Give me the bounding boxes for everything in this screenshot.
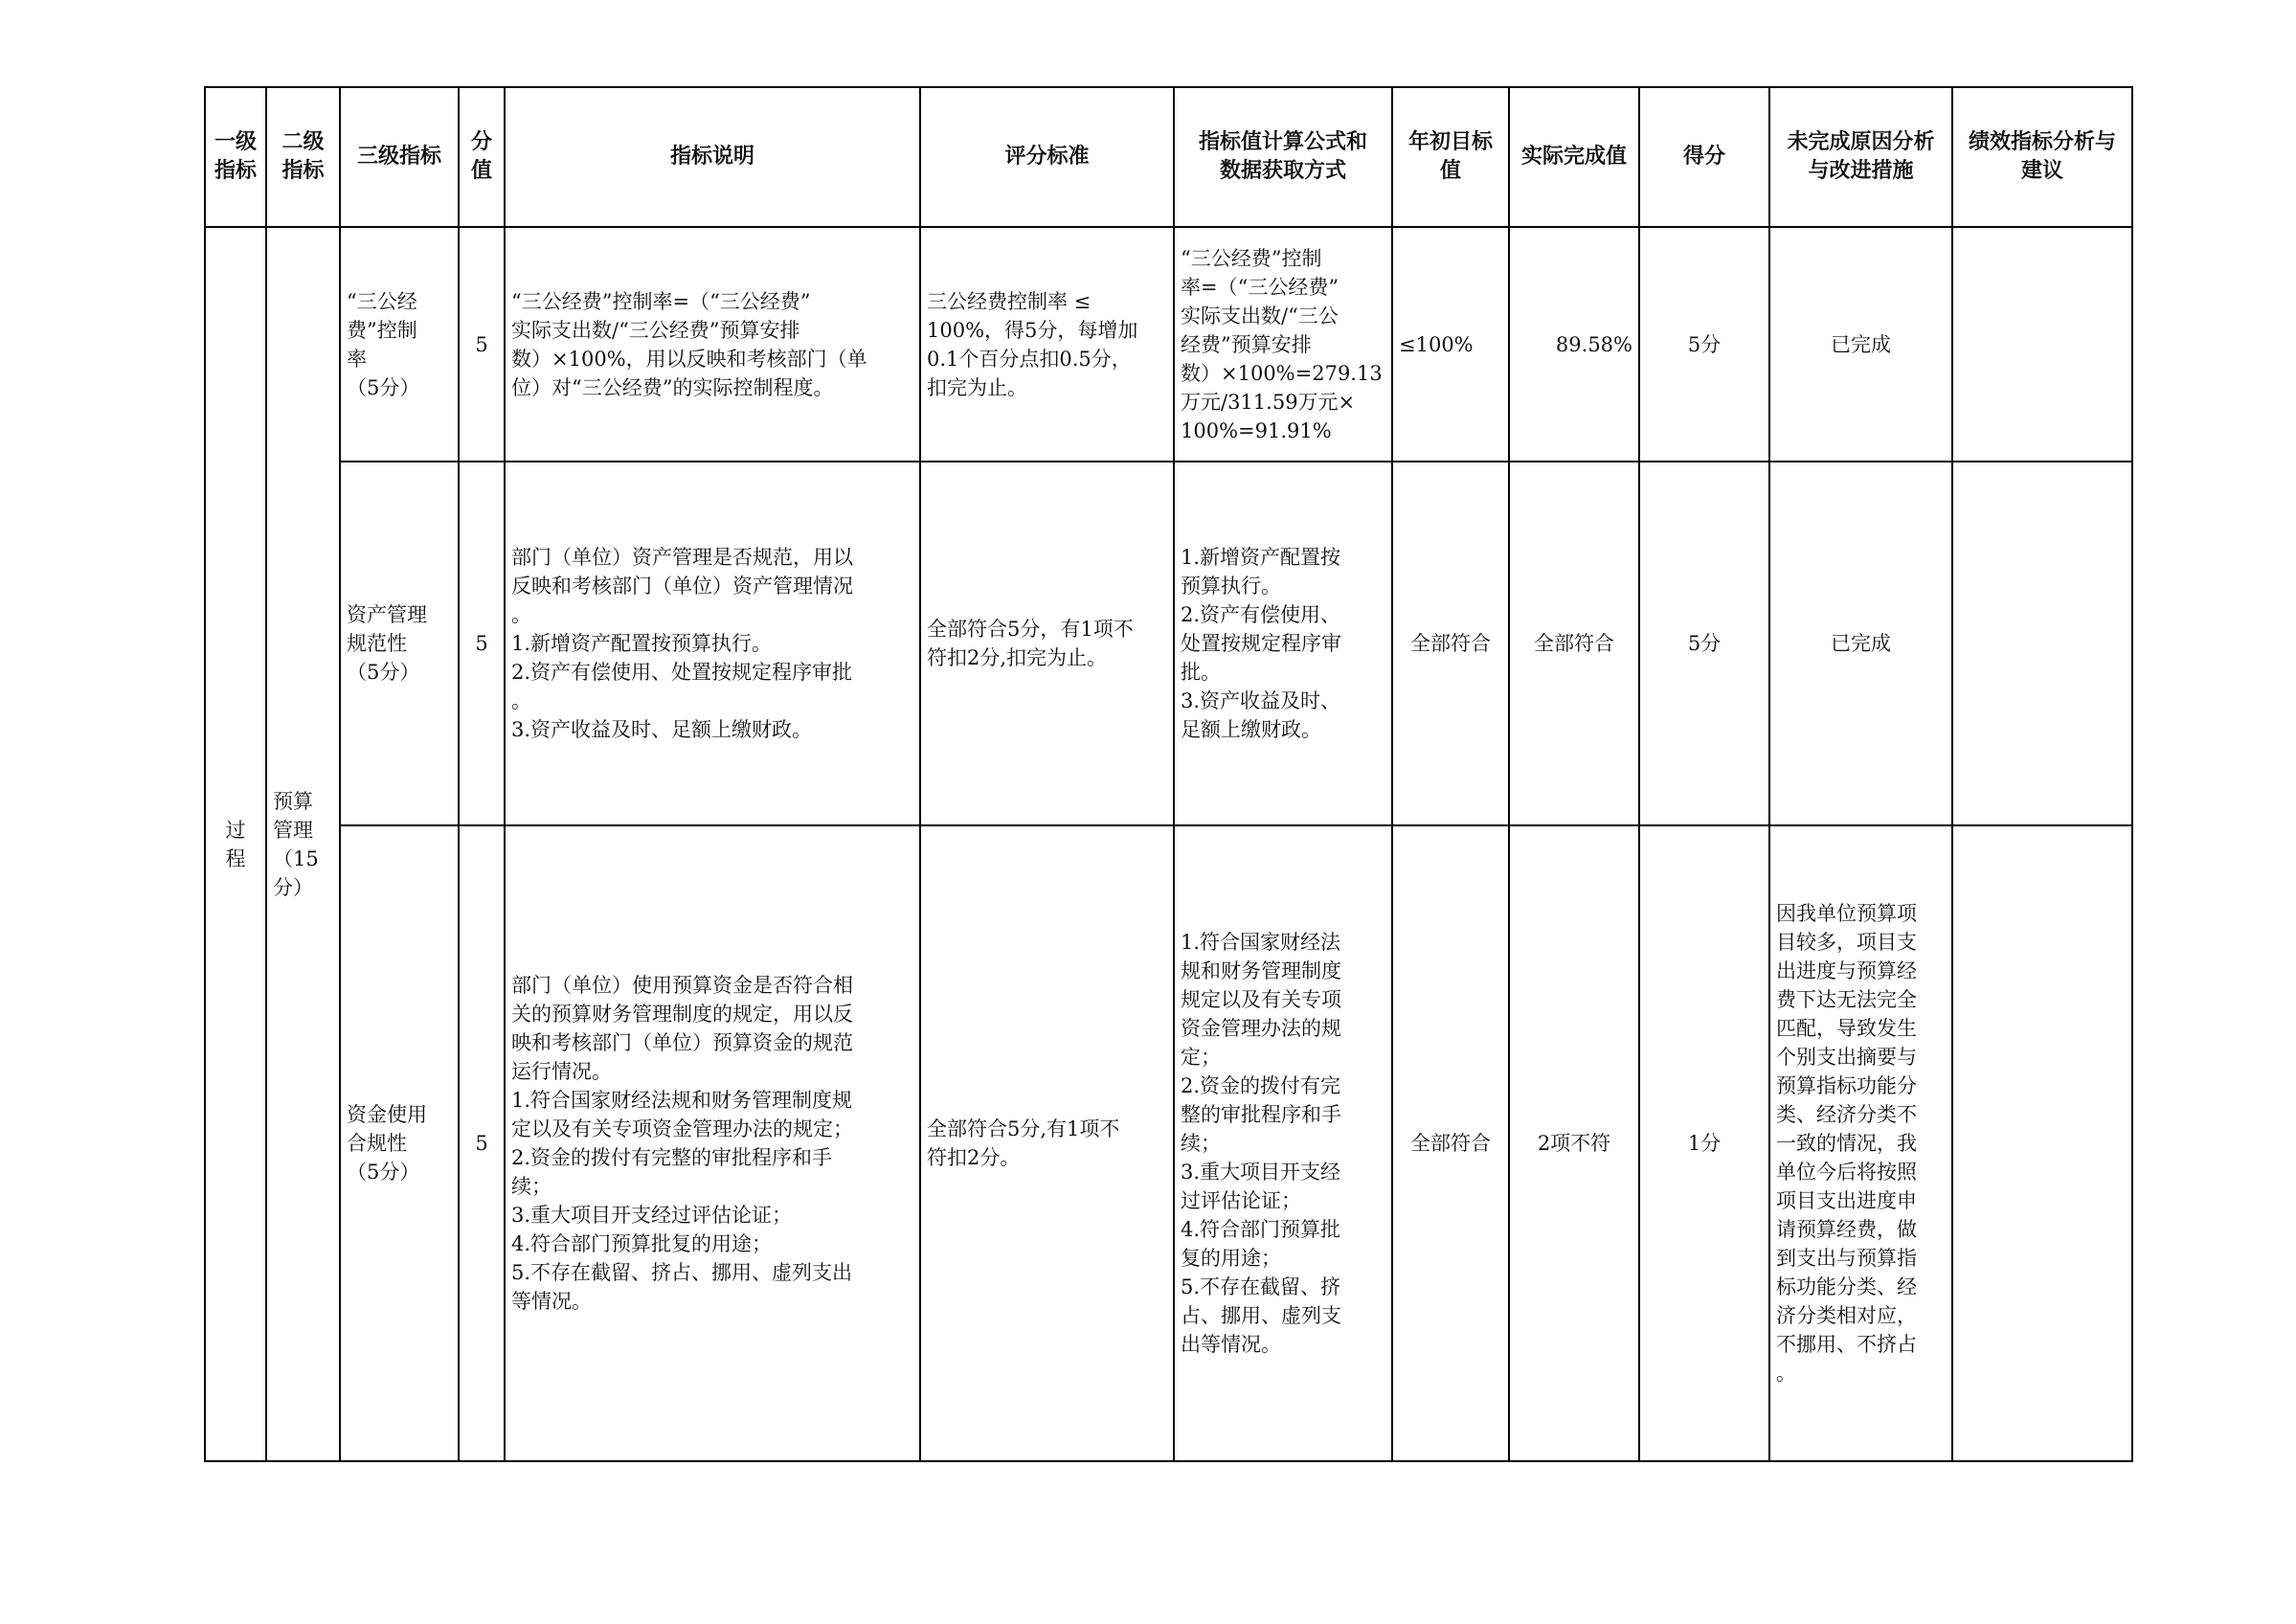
level1-cell: 过 程 xyxy=(205,227,266,1461)
indicator-description: 部门（单位）资产管理是否规范，用以 反映和考核部门（单位）资产管理情况 。 1.新增资产配置按预算执行。 2.资产有偿使用、处置按规定程序审批 。 3.资产收益及时、足额上缴财政。 xyxy=(505,462,920,825)
indicator-criteria: 全部符合5分，有1项不 符扣2分,扣完为止。 xyxy=(920,462,1174,825)
indicator-target: 全部符合 xyxy=(1392,825,1509,1461)
header-row xyxy=(205,87,2132,227)
header-criteria: 评分标准 xyxy=(920,87,1174,227)
header-target: 年初目标 值 xyxy=(1392,87,1509,227)
indicator-name: 资金使用 合规性 （5分） xyxy=(340,825,459,1461)
indicator-criteria: 三公经费控制率 ≤ 100%，得5分，每增加 0.1个百分点扣0.5分， 扣完为止。 xyxy=(920,227,1174,462)
indicator-actual: 89.58% xyxy=(1509,227,1639,462)
table-row xyxy=(205,825,2132,1461)
indicator-formula: 1.符合国家财经法 规和财务管理制度 规定以及有关专项 资金管理办法的规 定； 2.资金的拨付有完 整的审批程序和手 续； 3.重大项目开支经 过评估论证； 4.符合部门预算批 复的用途； 5.不存在截留、挤 占、挪用、虚列支 出等情况。 xyxy=(1174,825,1392,1461)
header-suggestion: 绩效指标分析与 建议 xyxy=(1952,87,2132,227)
indicator-name: 资产管理 规范性 （5分） xyxy=(340,462,459,825)
indicator-formula: 1.新增资产配置按 预算执行。 2.资产有偿使用、 处置按规定程序审 批。 3.资产收益及时、 足额上缴财政。 xyxy=(1174,462,1392,825)
indicator-formula: “三公经费”控制 率=（“三公经费” 实际支出数/“三公 经费”预算安排 数）×100%=279.13 万元/311.59万元× 100%=91.91% xyxy=(1174,227,1392,462)
indicator-suggestion xyxy=(1952,462,2132,825)
indicator-description: “三公经费”控制率=（“三公经费” 实际支出数/“三公经费”预算安排 数）×100%，用以反映和考核部门（单 位）对“三公经费”的实际控制程度。 xyxy=(505,227,920,462)
header-level1: 一级 指标 xyxy=(205,87,266,227)
header-description: 指标说明 xyxy=(505,87,920,227)
indicator-target: ≤100% xyxy=(1392,227,1509,462)
header-actual: 实际完成值 xyxy=(1509,87,1639,227)
indicator-description: 部门（单位）使用预算资金是否符合相 关的预算财务管理制度的规定，用以反 映和考核部门（单位）预算资金的规范 运行情况。 1.符合国家财经法规和财务管理制度规 定以及有关专项资金管理办法的规定； 2.资金的拨付有完整的审批程序和手 续； 3.重大项目开支经过评估论证； 4.符合部门预算批复的用途； 5.不存在截留、挤占、挪用、虚列支出 等情况。 xyxy=(505,825,920,1461)
indicator-score: 5分 xyxy=(1639,227,1769,462)
indicator-target: 全部符合 xyxy=(1392,462,1509,825)
indicator-suggestion xyxy=(1952,227,2132,462)
indicator-reason: 已完成 xyxy=(1769,462,1952,825)
header-score: 得分 xyxy=(1639,87,1769,227)
table-row xyxy=(205,462,2132,825)
indicator-suggestion xyxy=(1952,825,2132,1461)
table-row xyxy=(205,227,2132,462)
header-reason: 未完成原因分析 与改进措施 xyxy=(1769,87,1952,227)
indicator-actual: 2项不符 xyxy=(1509,825,1639,1461)
indicator-name: “三公经 费”控制 率 （5分） xyxy=(340,227,459,462)
indicator-score: 1分 xyxy=(1639,825,1769,1461)
indicator-score-value: 5 xyxy=(459,462,505,825)
indicator-reason: 已完成 xyxy=(1769,227,1952,462)
header-level2: 二级 指标 xyxy=(266,87,340,227)
header-formula: 指标值计算公式和 数据获取方式 xyxy=(1174,87,1392,227)
performance-table xyxy=(204,86,2133,1462)
indicator-score: 5分 xyxy=(1639,462,1769,825)
indicator-reason: 因我单位预算项 目较多，项目支 出进度与预算经 费下达无法完全 匹配，导致发生 个别支出摘要与 预算指标功能分 类、经济分类不 一致的情况，我 单位今后将按照 项目支出进度申 请预算经费，做 到支出与预算指 标功能分类、经 济分类相对应， 不挪用、不挤占 。 xyxy=(1769,825,1952,1461)
indicator-actual: 全部符合 xyxy=(1509,462,1639,825)
level2-cell: 预算 管理 （15 分） xyxy=(266,227,340,1461)
indicator-criteria: 全部符合5分,有1项不 符扣2分。 xyxy=(920,825,1174,1461)
indicator-score-value: 5 xyxy=(459,825,505,1461)
header-score-value: 分 值 xyxy=(459,87,505,227)
header-level3: 三级指标 xyxy=(340,87,459,227)
indicator-score-value: 5 xyxy=(459,227,505,462)
